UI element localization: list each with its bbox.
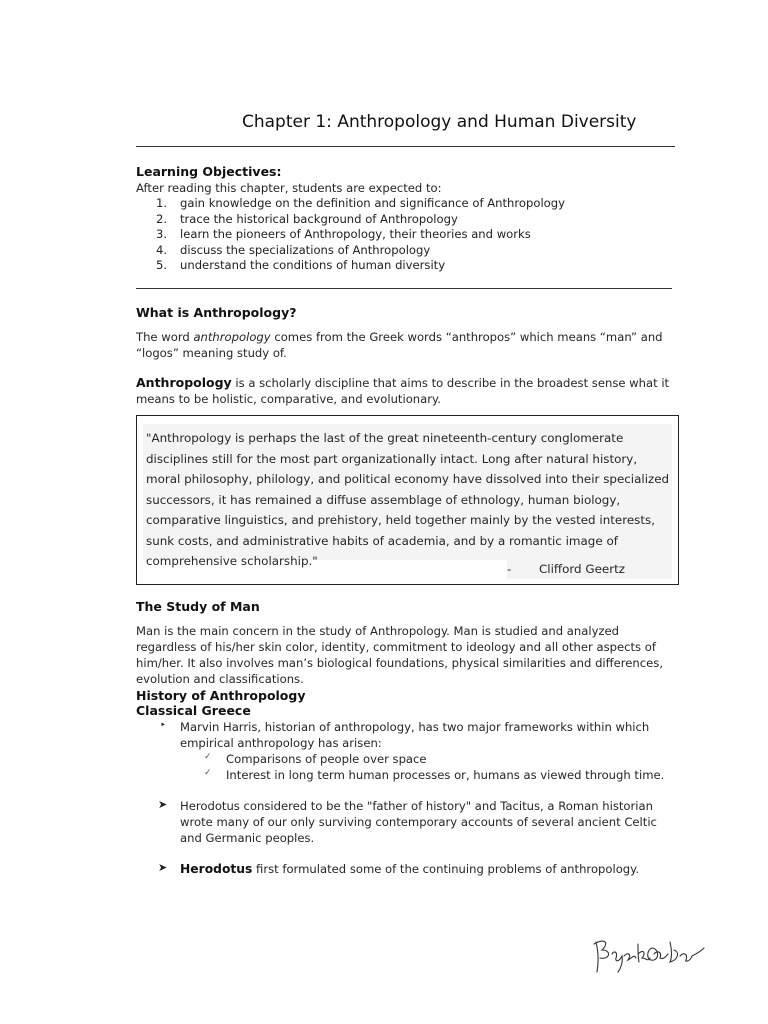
what-is-paragraph-2 [136,375,681,407]
list-number: 5. [156,258,168,273]
list-item [156,196,565,212]
list-item [156,258,565,274]
classical-greece-heading: Classical Greece [136,703,251,718]
history-sub-item-2: Interest in long term human processes or, humans as viewed through time. [226,768,665,782]
chapter-title: Chapter 1: Anthropology and Human Diversity [242,112,637,132]
objectives-list [156,196,565,274]
list-item [156,243,565,259]
bold-term: Anthropology [136,375,232,390]
arrow-bullet-icon: ➤ [158,861,168,874]
text-run: The word [136,330,194,344]
list-item [156,227,565,243]
emphasis-text: anthropology [193,330,271,344]
history-sub-item-1: Comparisons of people over space [226,752,427,766]
arrow-bullet-icon: ➤ [158,798,168,811]
list-number: 2. [156,211,168,226]
history-bullet-2: Herodotus considered to be the "father of history" and Tacitus, a Roman historian wrote many of our only surviving contemporary accounts of several ancient Celtic and Germanic peoples. [180,799,657,845]
what-is-paragraph-1 [136,329,681,361]
study-of-man-paragraph: Man is the main concern in the study of Anthropology. Man is studied and analyzed regardless of his/her skin color, identity, commitment to ideology and all other aspects of him/her. It also involves man’s biological foundations, physical similarities and differences, evolution and classifications. [136,624,663,686]
objectives-rule [136,288,672,289]
bold-term: Herodotus [180,862,253,876]
arrow-bullet-icon: ‣ [160,720,166,731]
text-run: is a scholarly discipline that aims to describe in the broadest sense what it means to be holistic, comparative, and evolutionary. [136,376,670,406]
quote-attribution [507,562,625,576]
what-is-heading: What is Anthropology? [136,305,297,320]
check-mark-icon: ✓ [204,768,212,778]
list-number: 4. [156,242,168,257]
text-run: first formulated some of the continuing problems of anthropology. [252,862,640,876]
text-run: comes from the Greek words “anthropos” which means “man” and “logos” meaning study of. [136,330,663,360]
list-text: understand the conditions of human diversity [180,258,446,273]
title-rule [136,146,675,147]
list-number: 1. [156,196,168,210]
quote-box [136,415,679,585]
handwritten-signature [588,928,706,976]
list-text: discuss the specializations of Anthropology [180,242,431,257]
quote-text: "Anthropology is perhaps the last of the great nineteenth-century conglomerate disciplines still for the most part organizationally intact. Long after natural history, moral philosophy, philology, and political economy have dissolved into their specialized successors, it has remained a diffuse assemblage of ethnology, human biology, comparative linguistics, and prehistory, held together mainly by the vested interests, sunk costs, and administrative habits of academia, and by a romantic image of comprehensive scholarship." [146,431,670,568]
list-text: learn the pioneers of Anthropology, their theories and works [180,227,531,242]
objectives-heading: Learning Objectives: [136,164,282,179]
objectives-intro: After reading this chapter, students are expected to: [136,181,442,195]
quote-author: Clifford Geertz [539,562,626,576]
list-item [156,212,565,228]
attribution-dash: - [507,562,512,576]
check-mark-icon: ✓ [204,752,212,762]
history-heading: History of Anthropology [136,688,306,703]
history-bullet-3 [180,861,680,877]
study-of-man-heading: The Study of Man [136,599,260,614]
list-number: 3. [156,227,168,242]
history-bullet-1: Marvin Harris, historian of anthropology, has two major frameworks within which empirical anthropology has arisen: [180,720,650,750]
list-text: gain knowledge on the definition and significance of Anthropology [180,196,565,210]
list-text: trace the historical background of Anthropology [180,211,458,226]
